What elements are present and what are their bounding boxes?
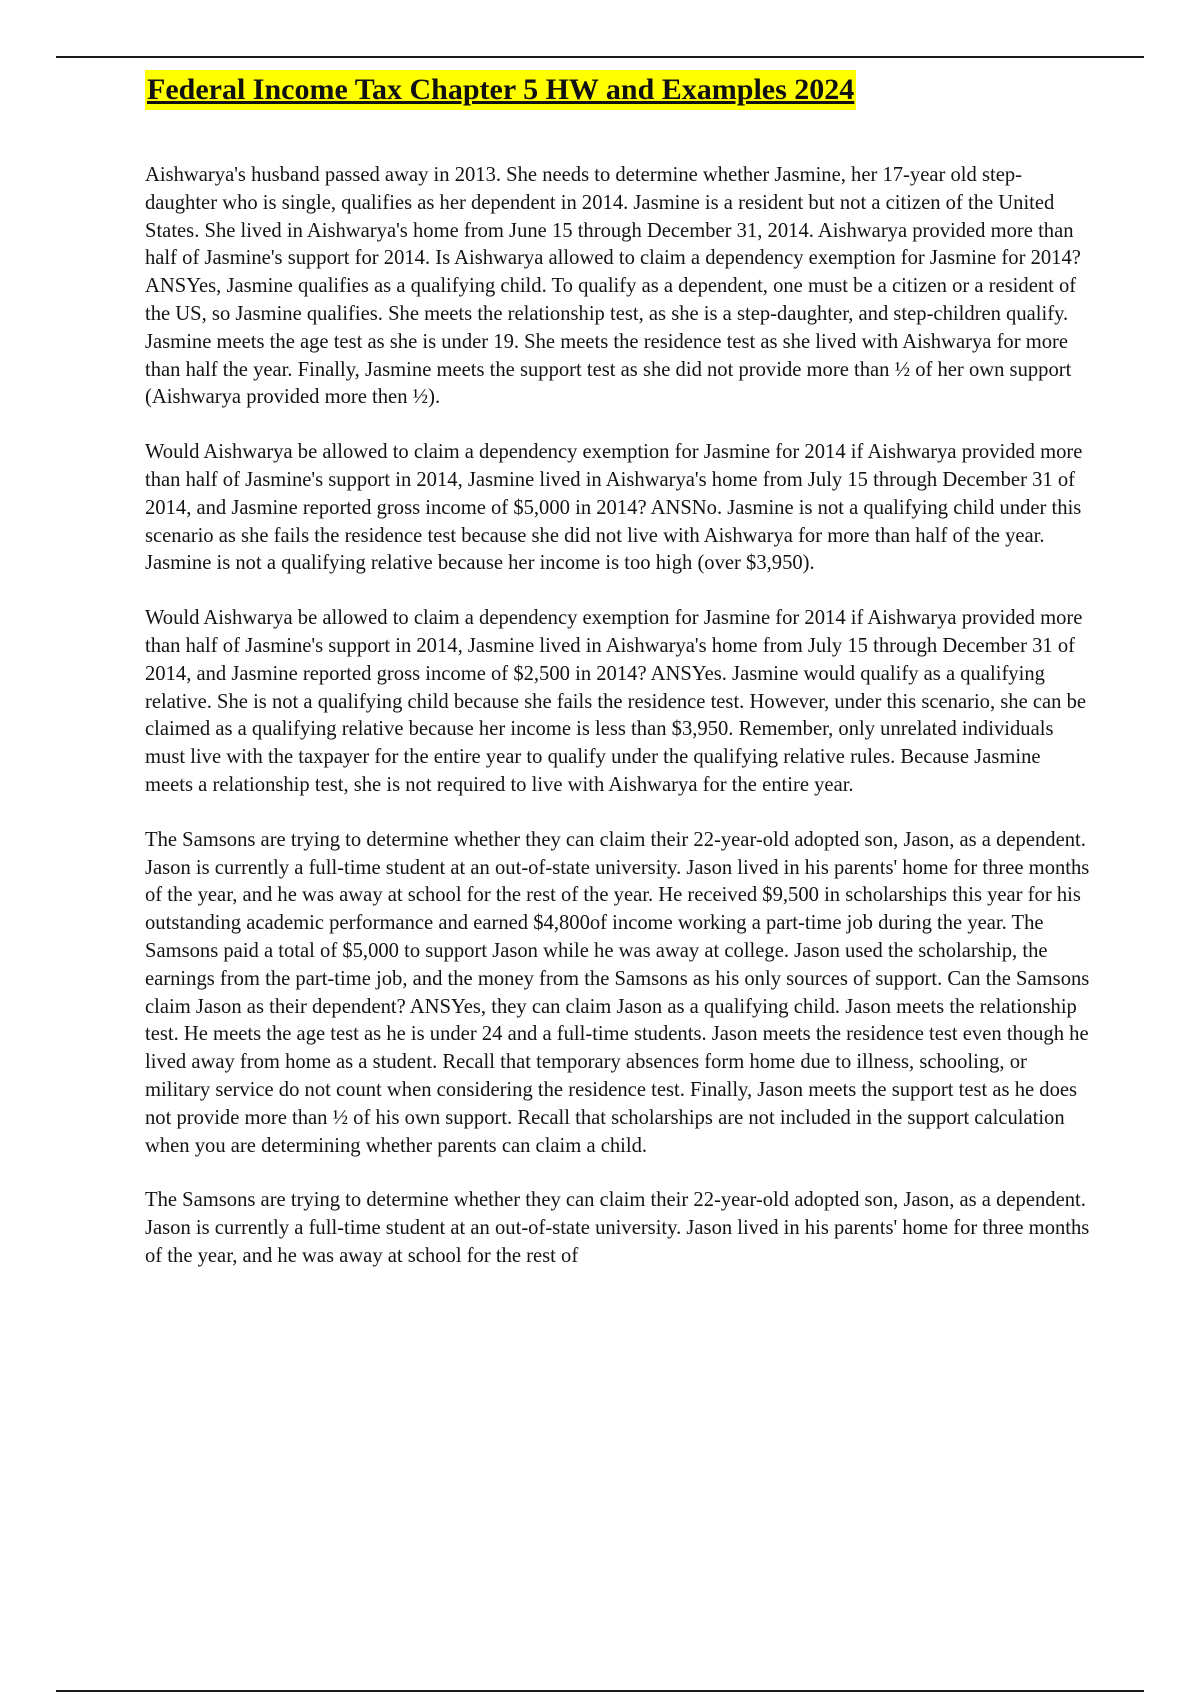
paragraph-3: Would Aishwarya be allowed to claim a dependency exemption for Jasmine for 2014 if Aishwarya provided more than half of Jasmine's support in 2014, Jasmine lived in Aishwarya's home from July 15 through December 31 of 2014, and Jasmine reported gross income of $2,500 in 2014? ANSYes. Jasmine would qualify as a qualifying relative. She is not a qualifying child because she fails the residence test. However, under this scenario, she can be claimed as a qualifying relative because her income is less than $3,950. Remember, only unrelated individuals must live with the taxpayer for the entire year to qualify under the qualifying relative rules. Because Jasmine meets a relationship test, she is not required to live with Aishwarya for the entire year.: [145, 607, 1087, 796]
paragraph-4: The Samsons are trying to determine whether they can claim their 22-year-old adopted son, Jason, as a dependent. Jason is currently a full-time student at an out-of-state university. Jason lived in his parents' home for three months of the year, and he was away at school for the rest of the year. He received $9,500 in scholarships this year for his outstanding academic performance and earned $4,800of income working a part-time job during the year. The Samsons paid a total of $5,000 to support Jason while he was away at college. Jason used the scholarship, the earnings from the part-time job, and the money from the Samsons as his only sources of support. Can the Samsons claim Jason as their dependent? ANSYes, they can claim Jason as a qualifying child. Jason meets the relationship test. He meets the age test as he is under 24 and a full-time students. Jason meets the residence test even though he lived away from home as a student. Recall that temporary absences form home due to illness, schooling, or military service do not count when considering the residence test. Finally, Jason meets the support test as he does not provide more than ½ of his own support. Recall that scholarships are not included in the support calculation when you are determining whether parents can claim a child.: [145, 828, 1090, 1157]
document-body: [145, 70, 1090, 1298]
paragraph-2: Would Aishwarya be allowed to claim a dependency exemption for Jasmine for 2014 if Aishwarya provided more than half of Jasmine's support in 2014, Jasmine lived in Aishwarya's home from July 15 through December 31 of 2014, and Jasmine reported gross income of $5,000 in 2014? ANSNo. Jasmine is not a qualifying child under this scenario as she fails the residence test because she did not live with Aishwarya for more than half of the year. Jasmine is not a qualifying relative because her income is too high (over $3,950).: [145, 441, 1083, 575]
top-rule: [56, 56, 1144, 58]
paragraph-1: Aishwarya's husband passed away in 2013. She needs to determine whether Jasmine, her 17-year old step-daughter who is single, qualifies as her dependent in 2014. Jasmine is a resident but not a citizen of the United States. She lived in Aishwarya's home from June 15 through December 31, 2014. Aishwarya provided more than half of Jasmine's support for 2014. Is Aishwarya allowed to claim a dependency exemption for Jasmine for 2014? ANSYes, Jasmine qualifies as a qualifying child. To qualify as a dependent, one must be a citizen or a resident of the US, so Jasmine qualifies. She meets the relationship test, as she is a step-daughter, and step-children qualify. Jasmine meets the age test as she is under 19. She meets the residence test as she lived with Aishwarya for more than half the year. Finally, Jasmine meets the support test as she did not provide more than ½ of her own support (Aishwarya provided more then ½).: [145, 164, 1081, 409]
bottom-rule: [56, 1690, 1144, 1692]
paragraph-5: The Samsons are trying to determine whether they can claim their 22-year-old adopted son, Jason, as a dependent. Jason is currently a full-time student at an out-of-state university. Jason lived in his parents' home for three months of the year, and he was away at school for the rest of: [145, 1189, 1090, 1267]
document-title: Federal Income Tax Chapter 5 HW and Examples 2024: [145, 70, 856, 110]
document-text: [145, 162, 1090, 1271]
